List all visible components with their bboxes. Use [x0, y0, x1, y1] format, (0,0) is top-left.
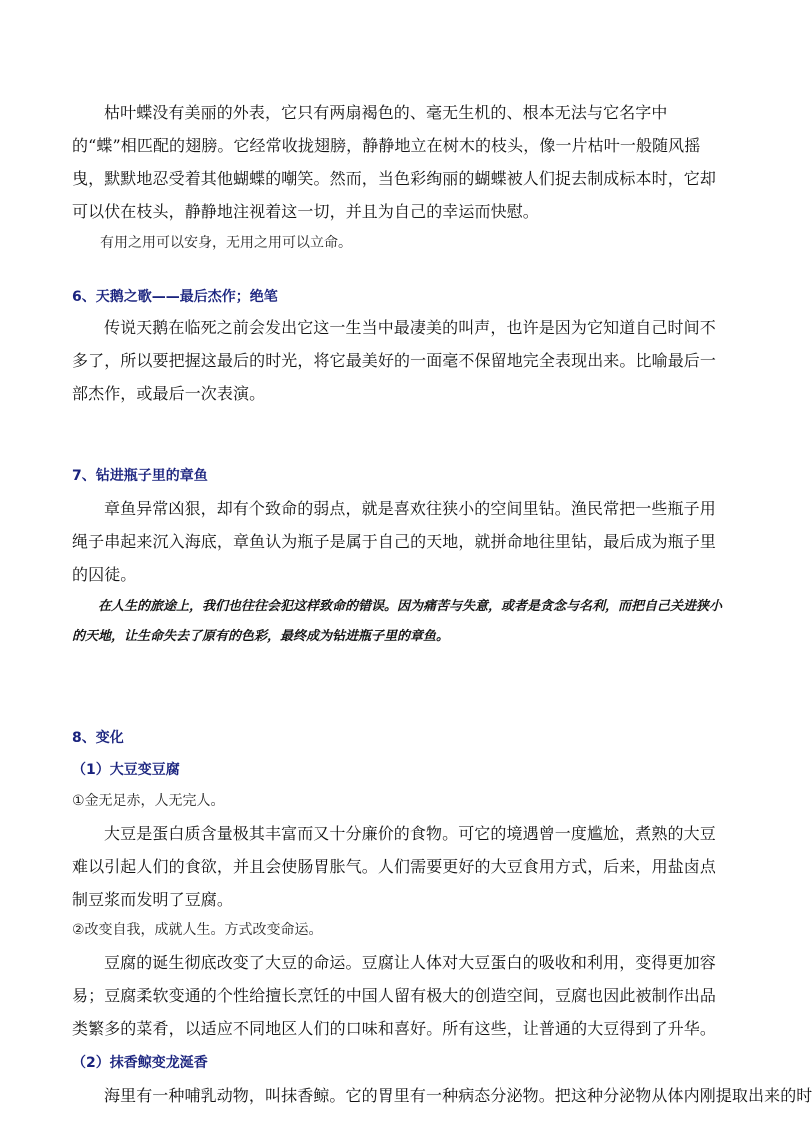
- point-change-self: ②改变自我，成就人生。方式改变命运。: [72, 922, 323, 938]
- paragraph-soybean-tofu: 大豆是蛋白质含量极其丰富而又十分廉价的食物。可它的境遇曾一度尴尬，煮熟的大豆难以引起人们的食欲，并且会使肠胃胀气。人们需要更好的大豆食用方式，后来，用盐卤点制豆浆而发明了豆腐。: [72, 824, 717, 909]
- paragraph-octopus-reflection: 在人生的旅途上，我们也往往会犯这样致命的错误。因为痛苦与失意，或者是贪念与名利，而把自己关进狭小的天地，让生命失去了原有的色彩，最终成为钻进瓶子里的章鱼。: [72, 599, 723, 644]
- paragraph-swan-song: 传说天鹅在临死之前会发出它这一生当中最凄美的叫声，也许是因为它知道自己时间不多了，所以要把握这最后的时光，将它最美好的一面毫不保留地完全表现出来。比喻最后一部杰作，或最后一次表演。: [72, 318, 717, 403]
- subheading-soybean-tofu: （1）大豆变豆腐: [72, 762, 180, 778]
- paragraph-octopus-bottle: 章鱼异常凶狠，却有个致命的弱点，就是喜欢往狭小的空间里钻。渔民常把一些瓶子用绳子串起来沉入海底，章鱼认为瓶子是属于自己的天地，就拼命地往里钻，最后成为瓶子里的囚徒。: [72, 499, 717, 584]
- subheading-sperm-whale-ambergris: （2）抹香鲸变龙涎香: [72, 1055, 208, 1071]
- paragraph-tofu-destiny: 豆腐的诞生彻底改变了大豆的命运。豆腐让人体对大豆蛋白的吸收和利用，变得更加容易；豆腐柔软变通的个性给擅长烹饪的中国人留有极大的创造空间，豆腐也因此被制作出品类繁多的菜肴，以适应不同地区人们的口味和喜好。所有这些，让普通的大豆得到了升华。: [72, 953, 717, 1038]
- document-page: [72, 96, 812, 1112]
- section-heading-octopus-bottle: 7、钻进瓶子里的章鱼: [72, 468, 208, 484]
- point-no-perfect-person: ①金无足赤，人无完人。: [72, 793, 225, 809]
- paragraph-moral-usefulness: 有用之用可以安身，无用之用可以立命。: [100, 235, 352, 251]
- paragraph-sperm-whale: 海里有一种哺乳动物，叫抹香鲸。它的胃里有一种病态分泌物。把这种分泌物从体内刚提取出来的时: [104, 1086, 812, 1105]
- section-heading-swan-song: 6、天鹅之歌——最后杰作；绝笔: [72, 289, 278, 305]
- paragraph-dead-leaf-butterfly: 枯叶蝶没有美丽的外表，它只有两扇褐色的、毫无生机的、根本无法与它名字中的“蝶”相匹配的翅膀。它经常收拢翅膀，静静地立在树木的枝头，像一片枯叶一般随风摇曳，默默地忍受着其他蝴蝶的嘲笑。然而，当色彩绚丽的蝴蝶被人们捉去制成标本时，它却可以伏在枝头，静静地注视着这一切，并且为自己的幸运而快慰。: [72, 103, 717, 221]
- section-heading-change: 8、变化: [72, 730, 124, 746]
